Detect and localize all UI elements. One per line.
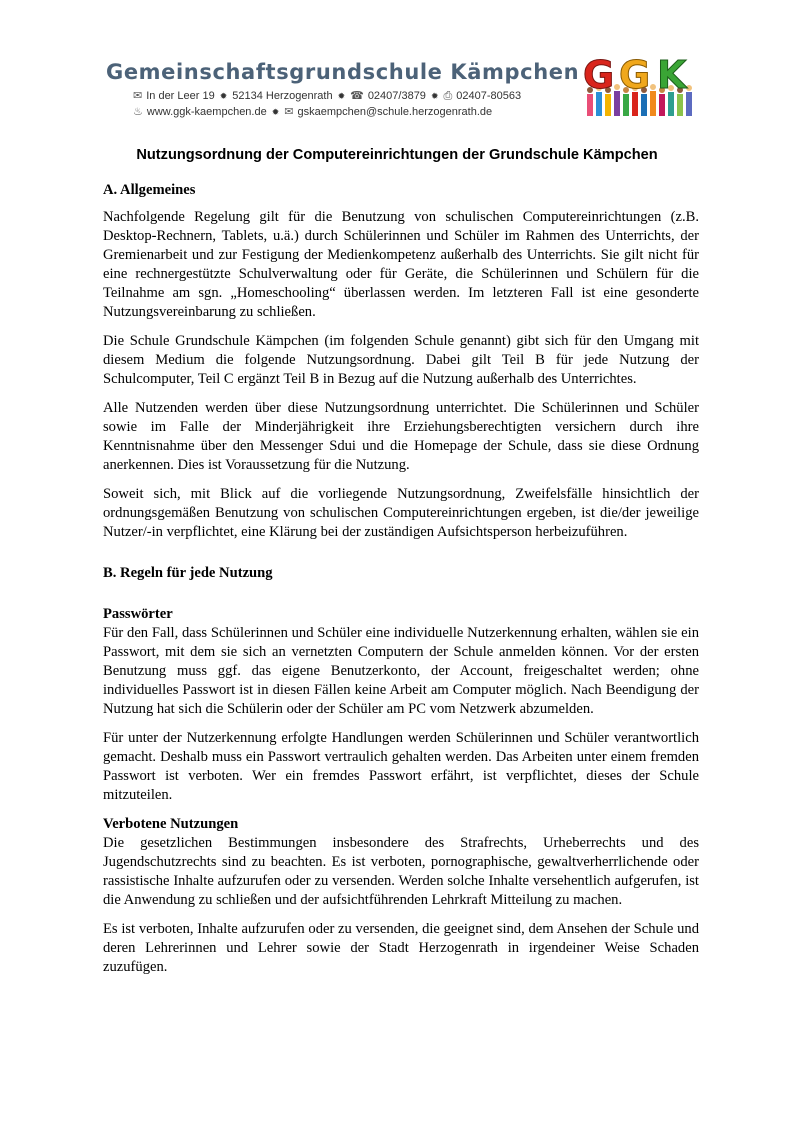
separator-icon: ✹ xyxy=(219,91,228,101)
fax-text: 02407-80563 xyxy=(456,90,522,102)
section-a-heading: A. Allgemeines xyxy=(103,182,196,198)
school-name: Gemeinschaftsgrundschule Kämpchen xyxy=(106,60,580,84)
section-a-paragraph: Die Schule Grundschule Kämpchen (im folgenden Schule genannt) gibt sich für den Umgang mit diesem Medium die folgende Nutzungsordnung. Dabei gilt Teil B für jede Nutzung der Schulcomputer, Teil C ergänzt Teil B in Bezug auf die Nutzung außerhalb des Unterrichtes. xyxy=(103,333,699,387)
mailbox-icon: ✉ xyxy=(133,90,143,102)
spacer xyxy=(103,552,699,564)
envelope-icon: ✉ xyxy=(284,106,294,118)
separator-icon: ✹ xyxy=(271,107,280,117)
section-a-paragraph: Alle Nutzenden werden über diese Nutzungsordnung unterrichtet. Die Schülerinnen und Schüler sowie im Falle der Minderjährigkeit ihre Erziehungsberechtigten versichern durch ihre Kenntnisnahme über den Messenger Sdui und die Homepage der Schule, dass sie diese Ordnung anerkennen. Dies ist Voraussetzung für die Nutzung. xyxy=(103,400,699,473)
ggk-logo xyxy=(581,54,699,120)
section-a-paragraph: Soweit sich, mit Blick auf die vorliegende Nutzungsordnung, Zweifelsfälle hinsichtlich der ordnungsgemäßen Benutzung von schulischen Computereinrichtungen ergeben, ist die/der jeweilige Nutzer/-in verpflichtet, eine Klärung bei der zuständigen Aufsichtsperson herbeizuführen. xyxy=(103,486,699,540)
passwords-paragraph: Für den Fall, dass Schülerinnen und Schüler eine individuelle Nutzerkennung erhalten, wählen sie ein Passwort, mit dem sie sich an vernetzten Computern der Schule anmelden können. Vor der ersten Benutzung muss ggf. das eigene Benutzerkonto, der Account, freigeschaltet werden; ohne individuelles Passwort ist in diesen Fällen keine Arbeit am Computer möglich. Nach Beendigung der Nutzung hat sich die Schülerin oder der Schüler am PC vom Netzwerk abzumelden. xyxy=(103,625,699,717)
fax-icon: ⎙ xyxy=(443,90,453,102)
email-link[interactable]: gskaempchen@schule.herzogenrath.de xyxy=(297,106,493,118)
forbidden-paragraph: Die gesetzlichen Bestimmungen insbesondere des Strafrechts, Urheberrechts und des Jugendschutzrechts sind zu beachten. Es ist verboten, pornographische, gewaltverherrlichende oder rassistische Inhalte aufzurufen oder zu versenden. Werden solche Inhalte versehentlich aufgerufen, ist die Anwendung zu schließen und der aufsichtführenden Lehrkraft Mitteilung zu machen. xyxy=(103,835,699,908)
logo-letter-g2: G xyxy=(619,54,651,97)
phone-icon: ☎ xyxy=(350,90,364,102)
phone-text: 02407/3879 xyxy=(367,90,426,102)
forbidden-paragraph: Es ist verboten, Inhalte aufzurufen oder zu versenden, die geeignet sind, dem Ansehen der Schule und deren Lehrerinnen und Lehrer sowie der Stadt Herzogenrath in irgendeiner Weise Schaden zuzufügen. xyxy=(103,921,699,975)
section-a-paragraph: Nachfolgende Regelung gilt für die Benutzung von schulischen Computereinrichtungen (z.B. Desktop-Rechnern, Tablets, u.ä.) durch Schülerinnen und Schüler im Rahmen des Unterrichts, der Gremienarbeit und zur Festigung der Medienkompetenz außerhalb des Unterrichts. Sie gilt nicht für eine rechnergestützte Schulverwaltung oder für Geräte, die Schülerinnen und Schülern für die Teilnahme am sgn. „Homeschooling“ überlassen werden. Im letzteren Fall ist eine gesonderte Nutzungsvereinbarung zu schließen. xyxy=(103,209,699,320)
forbidden-heading: Verbotene Nutzungen xyxy=(103,816,239,832)
contact-line-web xyxy=(133,105,492,118)
logo-letter-k: K xyxy=(657,54,687,97)
address-text: In der Leer 19 xyxy=(146,90,215,102)
city-text: 52134 Herzogenrath xyxy=(232,90,333,102)
letterhead xyxy=(103,54,703,124)
contact-line-address xyxy=(133,89,521,103)
document-body xyxy=(103,181,699,987)
globe-icon: ♨ xyxy=(133,106,143,118)
passwords-heading: Passwörter xyxy=(103,606,173,622)
separator-icon: ✹ xyxy=(430,91,439,101)
passwords-paragraph: Für unter der Nutzerkennung erfolgte Handlungen werden Schülerinnen und Schüler verantwortlich gemacht. Deshalb muss ein Passwort vertraulich gehalten werden. Das Arbeiten unter einem fremden Passwort ist verboten. Wer ein fremdes Passwort erfährt, ist verpflichtet, dieses der Schule mitzuteilen. xyxy=(103,730,699,803)
separator-icon: ✹ xyxy=(337,91,346,101)
logo-letter-g1: G xyxy=(583,54,615,97)
spacer xyxy=(103,591,699,605)
section-b-heading: B. Regeln für jede Nutzung xyxy=(103,565,273,581)
website-link[interactable]: www.ggk-kaempchen.de xyxy=(146,106,267,118)
document-title: Nutzungsordnung der Computereinrichtungen der Grundschule Kämpchen xyxy=(136,147,658,163)
